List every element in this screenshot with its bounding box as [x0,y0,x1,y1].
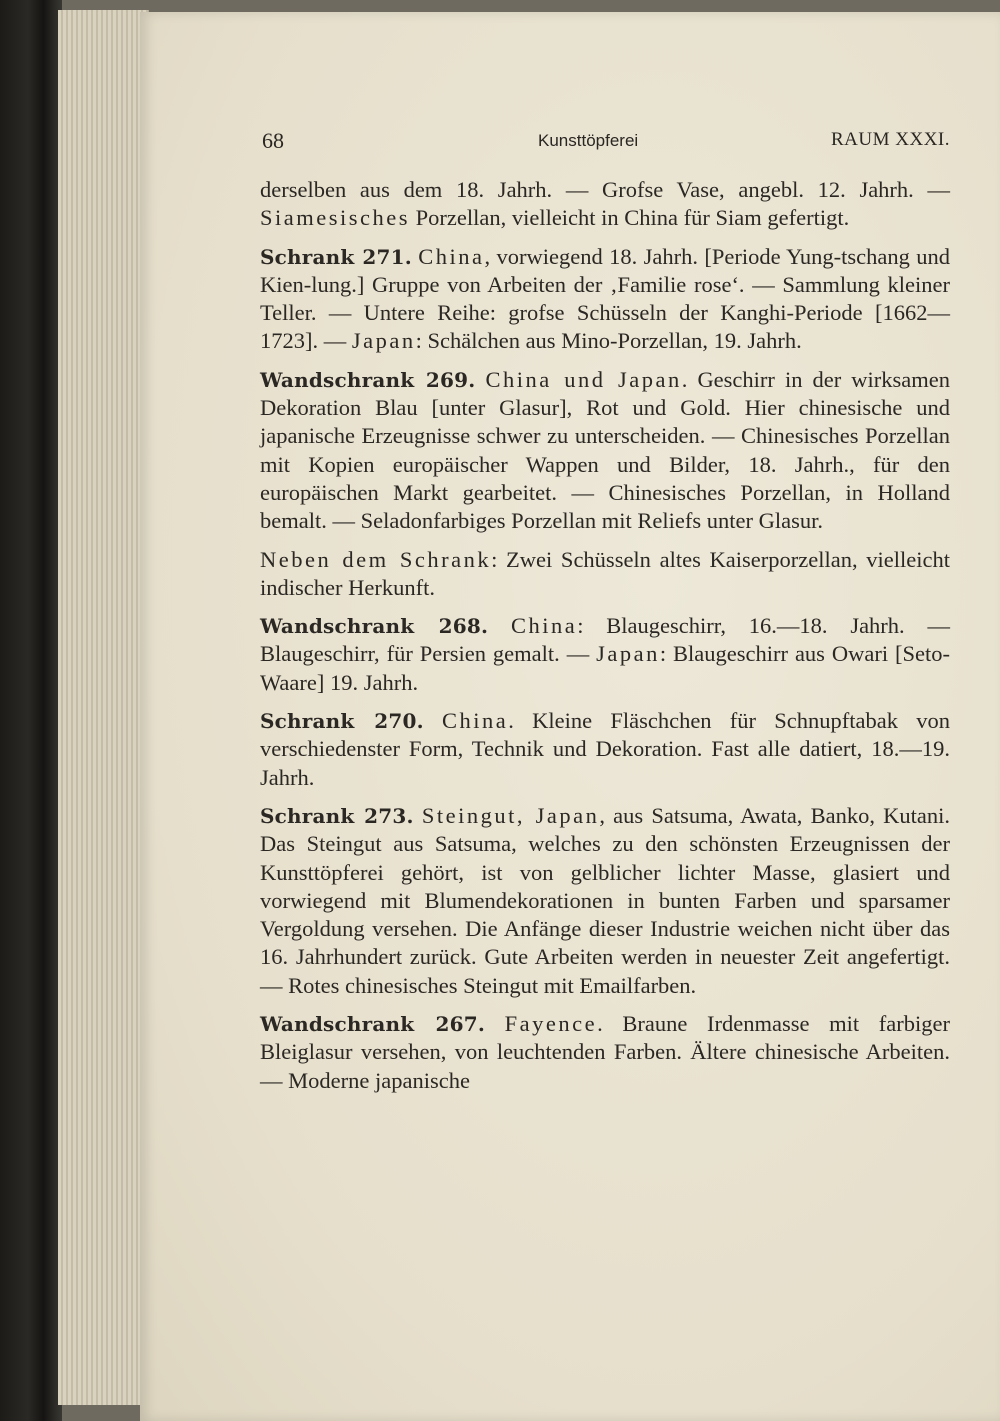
paragraph-text: . Braune Irdenmasse mit farbiger Bleiglasur versehen, von leuchtenden Farben. Ältere chinesische Arbeiten. — Moderne japanische [260,1011,950,1093]
spaced-term: China [418,243,485,269]
paragraph-text: , aus Satsuma, Awata, Banko, Kutani. Das Steingut aus Satsuma, welches zu den schönsten Erzeugnissen der Kunsttöpferei gehört, ist von gelblicher lichter Masse, glasiert und vorwiegend mit Blumendekorationen in bunten Farben und sparsamer Vergoldung versehen. Die Anfänge dieser Industrie weichen nicht über das 16. Jahrhundert zurück. Gute Arbeiten werden in neuester Zeit angefertigt. — Rotes chinesisches Steingut mit Emailfarben. [260,802,950,998]
section-label: RAUM XXXI. [831,129,950,150]
paragraph-2 [260,366,950,536]
paragraph-text: : Blaugeschirr, 16.—18. Jahrh. — Blaugeschirr, für Persien gemalt. — [260,613,950,667]
page-edges [58,10,149,1405]
paragraph-4 [260,612,950,697]
spaced-term: Steingut, Japan [421,802,600,828]
paragraph-5 [260,707,950,792]
cabinet-label: Wandschrank 269. [260,367,476,392]
spaced-term: Fayence [504,1011,598,1037]
paragraph-text: : Blaugeschirr aus Owari [Seto-Waare] 19. Jahrh. [260,641,950,695]
paragraph-1 [260,243,950,356]
spaced-term: China [442,708,509,734]
paragraph-6 [260,802,950,1000]
paragraph-text: : Schälchen aus Mino-Porzellan, 19. Jahrh. [415,328,802,354]
body-text [260,176,950,1105]
paragraph-text: , vorwiegend 18. Jahrh. [Periode Yung-tschang und Kien-lung.] Gruppe von Arbeiten der ‚Familie rose‘. — Sammlung kleiner Teller. — Untere Reihe: grofse Schüsseln der Kanghi-Periode [1662—1723]. — [260,243,950,354]
spaced-term: Siamesisches [260,205,410,231]
page-number: 68 [262,128,284,153]
paragraph-text: : Zwei Schüsseln altes Kaiserporzellan, vielleicht indischer Herkunft. [260,546,950,600]
cabinet-label: Wandschrank 267. [260,1012,485,1037]
running-head [262,128,950,158]
spaced-term: Japan [596,641,660,667]
paragraph-0 [260,176,950,233]
paragraph-text: Porzellan, vielleicht in China für Siam gefertigt. [409,205,850,231]
paragraph-text: derselben aus dem 18. Jahrh. — Grofse Vase, angebl. 12. Jahrh. — [260,177,950,202]
cabinet-label: Schrank 270. [260,709,424,734]
cabinet-label: Wandschrank 268. [260,614,489,639]
spaced-term: Japan [351,328,416,354]
cabinet-label: Schrank 271. [260,244,412,269]
paragraph-text: . Kleine Fläschchen für Schnupftabak von verschiedenster Form, Technik und Dekoration. Fast alle datiert, 18.—19. Jahrh. [260,708,950,790]
paragraph-text: . Geschirr in der wirksamen Dekoration Blau [unter Glasur], Rot und Gold. Hier chinesische und japanische Erzeugnisse schwer zu unterscheiden. — Chinesisches Porzellan mit Kopien europäischer Wappen und Bilder, 18. Jahrh., für den europäischen Markt gearbeitet. — Chinesisches Porzellan, in Holland bemalt. — Seladonfarbiges Porzellan mit Reliefs unter Glasur. [260,366,950,534]
spaced-term: China und Japan [485,366,682,392]
paragraph-7 [260,1010,950,1095]
spaced-term: Neben dem Schrank [260,546,492,572]
spaced-term: China [510,613,578,639]
cabinet-label: Schrank 273. [260,803,414,828]
paragraph-3 [260,546,950,603]
running-title: Kunsttöpferei [538,131,639,150]
book-spine [0,0,62,1421]
